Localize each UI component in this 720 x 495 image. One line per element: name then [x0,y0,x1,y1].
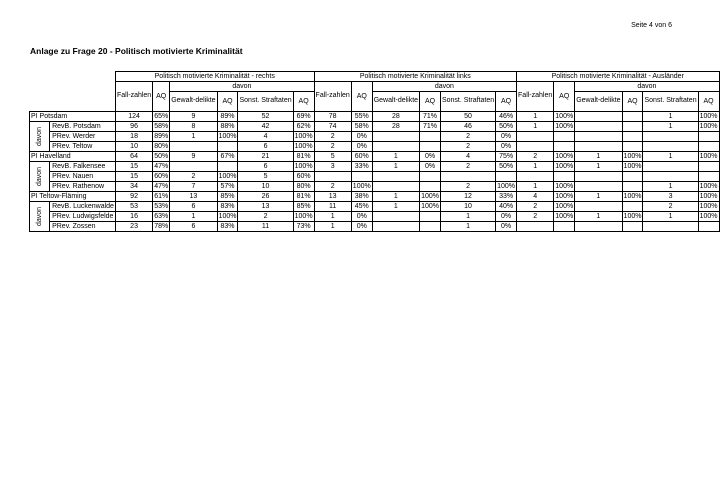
table-cell: 100% [555,123,574,130]
table-cell: 52 [238,112,293,122]
header-davon: davon [170,82,314,92]
table-cell: 4 [440,152,495,162]
table-cell: 81% [293,152,314,162]
table-cell: 100% [699,213,718,220]
table-cell: 60% [293,172,314,182]
table-cell [575,172,622,182]
table-cell [575,132,622,142]
table-cell [517,222,554,232]
table-cell: 85% [217,192,238,202]
table-cell: 33% [496,192,517,202]
table-cell: 9 [170,112,217,122]
table-cell [554,132,575,142]
table-cell: 78 [314,112,351,122]
table-cell: 69% [293,112,314,122]
row-label: RevB. Potsdam [50,122,116,132]
table-cell: 78% [154,223,169,230]
table-cell: 71% [420,112,441,122]
table-cell: 65% [154,113,169,120]
table-cell: 100% [555,153,574,160]
table-row-inspection [30,112,720,122]
table-cell: 6 [238,142,293,152]
table-cell: 0% [351,132,372,142]
table-cell [575,202,622,212]
table-cell [698,222,719,232]
table-cell: 73% [293,222,314,232]
table-cell: 57% [217,182,238,192]
table-cell: 26 [238,192,293,202]
header-aq: AQ [217,92,238,112]
table-cell: 63% [154,213,169,220]
page-number: Seite 4 von 6 [631,22,672,29]
table-cell: 6 [238,162,293,172]
table-cell: 100% [218,133,237,140]
table-cell: 1 [372,152,419,162]
table-cell: 50 [440,112,495,122]
table-cell: 1 [440,222,495,232]
table-cell [643,162,698,172]
table-cell: 23 [115,222,152,232]
table-cell: 46 [440,122,495,132]
table-cell: 0% [496,132,517,142]
table-cell: 0% [420,162,441,172]
table-cell [420,212,441,222]
table-cell: 13 [314,192,351,202]
table-cell: 45% [351,202,372,212]
table-cell: 0% [420,152,441,162]
row-label: PRev. Zossen [50,222,116,232]
table-cell: 60% [351,152,372,162]
header-row-groups [30,72,720,82]
header-sonst-straftaten: Sonst. Straftaten [440,92,495,112]
row-label: RevB. Falkensee [50,162,116,172]
table-cell [698,162,719,172]
table-cell: 100% [555,163,574,170]
table-cell: 100% [421,193,439,200]
table-row [30,162,720,172]
table-cell: 47% [154,163,169,170]
table-cell: 11 [314,202,351,212]
table-cell [217,142,238,152]
table-cell: 8 [170,122,217,132]
table-cell: 1 [643,212,698,222]
table-cell [372,212,419,222]
table-cell: 28 [372,112,419,122]
header-sonst-straftaten: Sonst. Straftaten [238,92,293,112]
table-cell: 100% [623,213,642,220]
row-label: PRev. Ludwigsfelde [50,212,116,222]
table-cell [372,132,419,142]
table-cell: 83% [217,202,238,212]
table-cell [643,132,698,142]
table-cell: 5 [238,172,293,182]
table-cell: 1 [575,192,622,202]
header-fallzahlen: Fall-zahlen [314,82,351,112]
table-body [30,112,720,232]
table-cell: 2 [517,152,554,162]
table-cell: 100% [218,213,237,220]
header-davon: davon [575,82,719,92]
table-cell: 2 [440,182,495,192]
table-cell: 62% [293,122,314,132]
table-cell [217,162,238,172]
header-aq: AQ [420,92,441,112]
header-aq: AQ [622,92,643,112]
davon-label-cell [30,162,50,192]
table-cell [622,172,643,182]
table-cell: 1 [440,212,495,222]
table-cell [420,182,441,192]
table-cell: 100% [555,203,574,210]
table-cell: 1 [575,212,622,222]
table-cell: 18 [115,132,152,142]
document-title: Anlage zu Frage 20 - Politisch motivierte Kriminalität [30,46,243,56]
table-row [30,222,720,232]
table-cell: 7 [170,182,217,192]
table-cell: 13 [238,202,293,212]
table-cell [622,182,643,192]
row-label: PI Havelland [30,152,116,162]
table-cell: 2 [314,142,351,152]
header-sonst-straftaten: Sonst. Straftaten [643,92,698,112]
table-cell: 100% [218,173,237,180]
table-cell: 10 [238,182,293,192]
table-cell: 89% [154,133,169,140]
table-cell: 28 [372,122,419,132]
row-label: PI Potsdam [30,112,116,122]
table-cell: 2 [517,202,554,212]
table-cell: 5 [314,152,351,162]
table-cell [643,222,698,232]
table-cell [698,172,719,182]
table-cell: 80% [293,182,314,192]
header-fallzahlen: Fall-zahlen [115,82,152,112]
table-cell [554,142,575,152]
table-cell: 71% [420,122,441,132]
table-cell: 33% [351,162,372,172]
table-cell: 100% [623,193,642,200]
table-cell: 3 [314,162,351,172]
table-cell: 0% [496,222,517,232]
table-cell [517,142,554,152]
table-cell [351,172,372,182]
table-cell: 100% [623,163,642,170]
davon-label-cell [30,122,50,152]
table-cell [372,222,419,232]
table-cell [643,142,698,152]
davon-label: davon [36,166,44,187]
table-cell: 46% [496,112,517,122]
table-cell: 50% [154,153,169,160]
table-cell: 100% [294,213,313,220]
row-label: RevB. Luckenwalde [50,202,116,212]
table-cell: 0% [496,212,517,222]
table-cell: 1 [372,162,419,172]
header-gewaltdelikte: Gewalt-delikte [575,92,622,112]
davon-label: davon [36,206,44,227]
table-cell [314,172,351,182]
table-cell [575,112,622,122]
table-cell: 6 [170,202,217,212]
table-row [30,142,720,152]
table-cell: 4 [238,132,293,142]
header-gewaltdelikte: Gewalt-delikte [372,92,419,112]
table-cell: 34 [115,182,152,192]
table-cell [622,202,643,212]
table-cell [372,182,419,192]
header-gewaltdelikte: Gewalt-delikte [170,92,217,112]
group-header-links: Politisch motivierte Kriminalität links [314,72,516,82]
table-cell [420,142,441,152]
table-cell: 40% [496,202,517,212]
table-cell: 100% [352,183,371,190]
table-cell [622,222,643,232]
row-label: PRev. Werder [50,132,116,142]
table-cell: 75% [496,152,517,162]
header-row-davon [30,82,720,92]
table-row [30,202,720,212]
table-cell: 1 [314,222,351,232]
table-cell: 100% [497,183,516,190]
table-row [30,182,720,192]
table-cell: 64 [115,152,152,162]
table-cell: 100% [699,153,718,160]
table-cell [420,222,441,232]
table-cell: 2 [170,172,217,182]
table-cell [575,182,622,192]
table-cell: 100% [623,153,642,160]
table-row-inspection [30,192,720,202]
table-cell: 0% [496,142,517,152]
table-cell: 1 [517,122,554,132]
table-cell: 15 [115,172,152,182]
header-aq: AQ [496,92,517,112]
table-cell: 21 [238,152,293,162]
table-cell: 100% [555,193,574,200]
table-cell: 100% [294,133,313,140]
table-cell: 1 [643,112,698,122]
table-cell: 10 [115,142,152,152]
table-cell: 100% [555,183,574,190]
table-cell [575,122,622,132]
table-cell: 58% [351,122,372,132]
table-cell: 2 [517,212,554,222]
table-cell: 50% [496,122,517,132]
table-row [30,132,720,142]
table-cell: 1 [170,132,217,142]
table-cell: 1 [643,182,698,192]
table-cell: 81% [293,192,314,202]
table-cell: 47% [154,183,169,190]
table-cell: 2 [238,212,293,222]
table-cell: 13 [170,192,217,202]
table-cell: 55% [351,112,372,122]
table-cell: 100% [421,203,439,210]
table-cell: 100% [294,143,313,150]
table-cell: 12 [440,192,495,202]
table-cell [517,132,554,142]
table-cell [420,132,441,142]
table-cell: 42 [238,122,293,132]
table-cell: 89% [217,112,238,122]
table-cell: 100% [699,183,718,190]
table-cell [554,172,575,182]
table-cell: 61% [154,193,169,200]
table-cell: 1 [575,152,622,162]
table-cell: 100% [555,213,574,220]
table-cell [517,172,554,182]
row-label: PRev. Rathenow [50,182,116,192]
header-davon: davon [372,82,516,92]
table-cell: 100% [699,113,718,120]
table-row [30,172,720,182]
table-cell: 100% [555,113,574,120]
table-cell: 38% [351,192,372,202]
table-cell: 83% [217,222,238,232]
table-cell [420,172,441,182]
table-cell: 80% [154,143,169,150]
table-cell [698,142,719,152]
table-cell: 6 [170,222,217,232]
group-header-auslaender: Politisch motivierte Kriminalität - Ausländer [517,72,719,82]
table-cell [554,222,575,232]
table-cell: 100% [699,123,718,130]
table-cell: 1 [517,112,554,122]
table-cell: 100% [699,203,718,210]
table-cell: 9 [170,152,217,162]
header-fallzahlen: Fall-zahlen [517,82,554,112]
table-cell: 2 [643,202,698,212]
row-label: PRev. Nauen [50,172,116,182]
table-cell: 1 [575,162,622,172]
table-cell: 92 [115,192,152,202]
row-label: PI Teltow-Fläming [30,192,116,202]
table-cell [496,172,517,182]
table-cell: 0% [351,222,372,232]
crime-statistics-table [29,71,720,232]
group-header-rechts: Politisch motivierte Kriminalität - rechts [115,72,314,82]
table-cell [622,142,643,152]
table-cell: 15 [115,162,152,172]
table-cell [622,112,643,122]
table-cell: 3 [643,192,698,202]
table-cell: 53% [154,203,169,210]
table-cell: 50% [496,162,517,172]
table-cell: 2 [440,132,495,142]
table-cell: 88% [217,122,238,132]
table-cell: 100% [294,163,313,170]
davon-label-cell [30,202,50,232]
table-cell [372,142,419,152]
header-aq: AQ [698,92,719,112]
table-cell: 1 [517,162,554,172]
table-row [30,122,720,132]
table-cell [698,132,719,142]
table-cell [622,132,643,142]
table-cell [575,222,622,232]
table-cell [575,142,622,152]
table-cell [622,122,643,132]
table-cell: 10 [440,202,495,212]
table-cell: 74 [314,122,351,132]
table-row-inspection [30,152,720,162]
table-cell: 0% [351,142,372,152]
table-cell [170,142,217,152]
table-cell: 11 [238,222,293,232]
table-cell: 85% [293,202,314,212]
table-cell [643,172,698,182]
table-cell: 1 [643,152,698,162]
header-aq: AQ [554,82,575,112]
table-cell: 2 [440,162,495,172]
table-cell [170,162,217,172]
table-cell: 1 [170,212,217,222]
header-aq: AQ [351,82,372,112]
header-aq: AQ [153,82,170,112]
table-cell: 67% [217,152,238,162]
table-cell: 2 [440,142,495,152]
table-cell: 1 [517,182,554,192]
table-cell: 1 [372,192,419,202]
table-cell: 0% [351,212,372,222]
table-cell: 2 [314,182,351,192]
table-cell: 16 [115,212,152,222]
row-label: PRev. Teltow [50,142,116,152]
davon-label: davon [36,126,44,147]
table-row [30,212,720,222]
table-cell: 96 [115,122,152,132]
table-cell: 1 [372,202,419,212]
table-cell: 124 [115,112,152,122]
header-aq: AQ [293,92,314,112]
table-cell [372,172,419,182]
table-cell: 1 [314,212,351,222]
table-cell: 58% [154,123,169,130]
table-cell: 4 [517,192,554,202]
table-cell: 2 [314,132,351,142]
table-cell: 100% [699,193,718,200]
table-cell: 1 [643,122,698,132]
table-cell [440,172,495,182]
table-cell: 53 [115,202,152,212]
table-cell: 60% [154,173,169,180]
